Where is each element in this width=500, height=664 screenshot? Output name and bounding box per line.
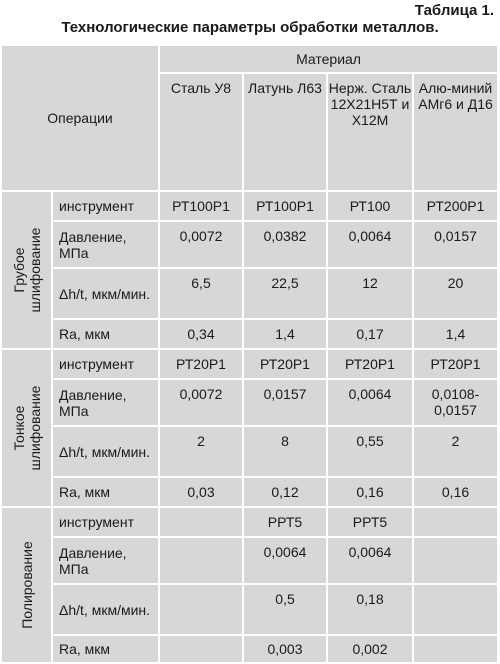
table-cell: 0,12: [243, 477, 327, 507]
group-rough-grinding: [1, 191, 52, 349]
table-cell: РРТ5: [327, 507, 413, 537]
table-cell: 0,0072: [159, 221, 243, 268]
table-cell: 0,0072: [159, 379, 243, 426]
group-polishing: [1, 507, 52, 663]
parameters-table: [0, 44, 499, 664]
material-stainless-steel: Нерж. Сталь 12Х21Н5Т и Х12М: [327, 73, 413, 191]
table-cell: 2: [413, 426, 498, 477]
table-cell: РТ20Р1: [159, 349, 243, 379]
table-cell: 0,5: [243, 584, 327, 635]
table-cell: 0,34: [159, 319, 243, 349]
table-cell: 12: [327, 268, 413, 319]
table-cell: 0,16: [327, 477, 413, 507]
table-cell: 0,16: [413, 477, 498, 507]
table-cell: 0,0064: [327, 537, 413, 584]
table-cell: 0,18: [327, 584, 413, 635]
table-row: [1, 221, 498, 268]
table-cell: 8: [243, 426, 327, 477]
param-label: инструмент: [52, 507, 159, 537]
table-cell: 0,003: [243, 635, 327, 663]
table-cell: [159, 507, 243, 537]
material-header: Материал: [159, 45, 498, 73]
param-label: Ra, мкм: [52, 319, 159, 349]
table-cell: 0,03: [159, 477, 243, 507]
table-cell: 6,5: [159, 268, 243, 319]
table-row: [1, 268, 498, 319]
table-cell: [413, 537, 498, 584]
table-cell: РТ20Р1: [243, 349, 327, 379]
table-cell: РТ100Р1: [243, 191, 327, 221]
param-label: Давление, МПа: [52, 537, 159, 584]
table-cell: 0,55: [327, 426, 413, 477]
param-label: Δh/t, мкм/мин.: [52, 584, 159, 635]
param-label: Δh/t, мкм/мин.: [52, 268, 159, 319]
param-label: Δh/t, мкм/мин.: [52, 426, 159, 477]
table-row: [1, 584, 498, 635]
table-cell: 0,0157: [243, 379, 327, 426]
table-cell: 1,4: [243, 319, 327, 349]
group-polishing-label: Полирование: [18, 541, 35, 629]
param-label: инструмент: [52, 191, 159, 221]
table-row: [1, 349, 498, 379]
table-cell: [413, 635, 498, 663]
material-aluminium: Алю-миний АМг6 и Д16: [413, 73, 498, 191]
group-fine-grinding-label: Тонкое шлифование: [10, 385, 43, 471]
table-row: [1, 379, 498, 426]
param-label: Ra, мкм: [52, 477, 159, 507]
table-cell: 0,0157: [413, 221, 498, 268]
table-row: [1, 426, 498, 477]
material-brass-l63: Латунь Л63: [243, 73, 327, 191]
table-cell: 0,17: [327, 319, 413, 349]
table-cell: 0,0064: [327, 379, 413, 426]
table-cell: [159, 635, 243, 663]
table-cell: РТ100: [327, 191, 413, 221]
table-cell: 0,0064: [327, 221, 413, 268]
document-title: Технологические параметры обработки металлов.: [61, 19, 439, 36]
table-cell: 20: [413, 268, 498, 319]
table-cell: 0,0108-0,0157: [413, 379, 498, 426]
param-label: Ra, мкм: [52, 635, 159, 663]
param-label: инструмент: [52, 349, 159, 379]
table-cell: 0,002: [327, 635, 413, 663]
table-cell: РТ100Р1: [159, 191, 243, 221]
table-row: [1, 477, 498, 507]
group-rough-grinding-label: Грубое шлифование: [10, 227, 43, 313]
table-cell: [413, 584, 498, 635]
table-cell: РТ20Р1: [327, 349, 413, 379]
table-cell: [159, 584, 243, 635]
table-cell: 2: [159, 426, 243, 477]
table-cell: 0,0064: [243, 537, 327, 584]
table-row: [1, 537, 498, 584]
group-fine-grinding: [1, 349, 52, 507]
param-label: Давление, МПа: [52, 221, 159, 268]
material-steel-u8: Сталь У8: [159, 73, 243, 191]
table-row: [1, 191, 498, 221]
table-cell: РТ20Р1: [413, 349, 498, 379]
table-cell: 22,5: [243, 268, 327, 319]
table-label: Таблица 1.: [414, 2, 494, 19]
table-row: [1, 319, 498, 349]
table-row: [1, 507, 498, 537]
operations-header: Операции: [1, 45, 159, 191]
table-cell: [159, 537, 243, 584]
table-cell: РРТ5: [243, 507, 327, 537]
table-cell: РТ200Р1: [413, 191, 498, 221]
table-cell: 0,0382: [243, 221, 327, 268]
param-label: Давление, МПа: [52, 379, 159, 426]
table-cell: [413, 507, 498, 537]
table-row: [1, 635, 498, 663]
table-cell: 1,4: [413, 319, 498, 349]
